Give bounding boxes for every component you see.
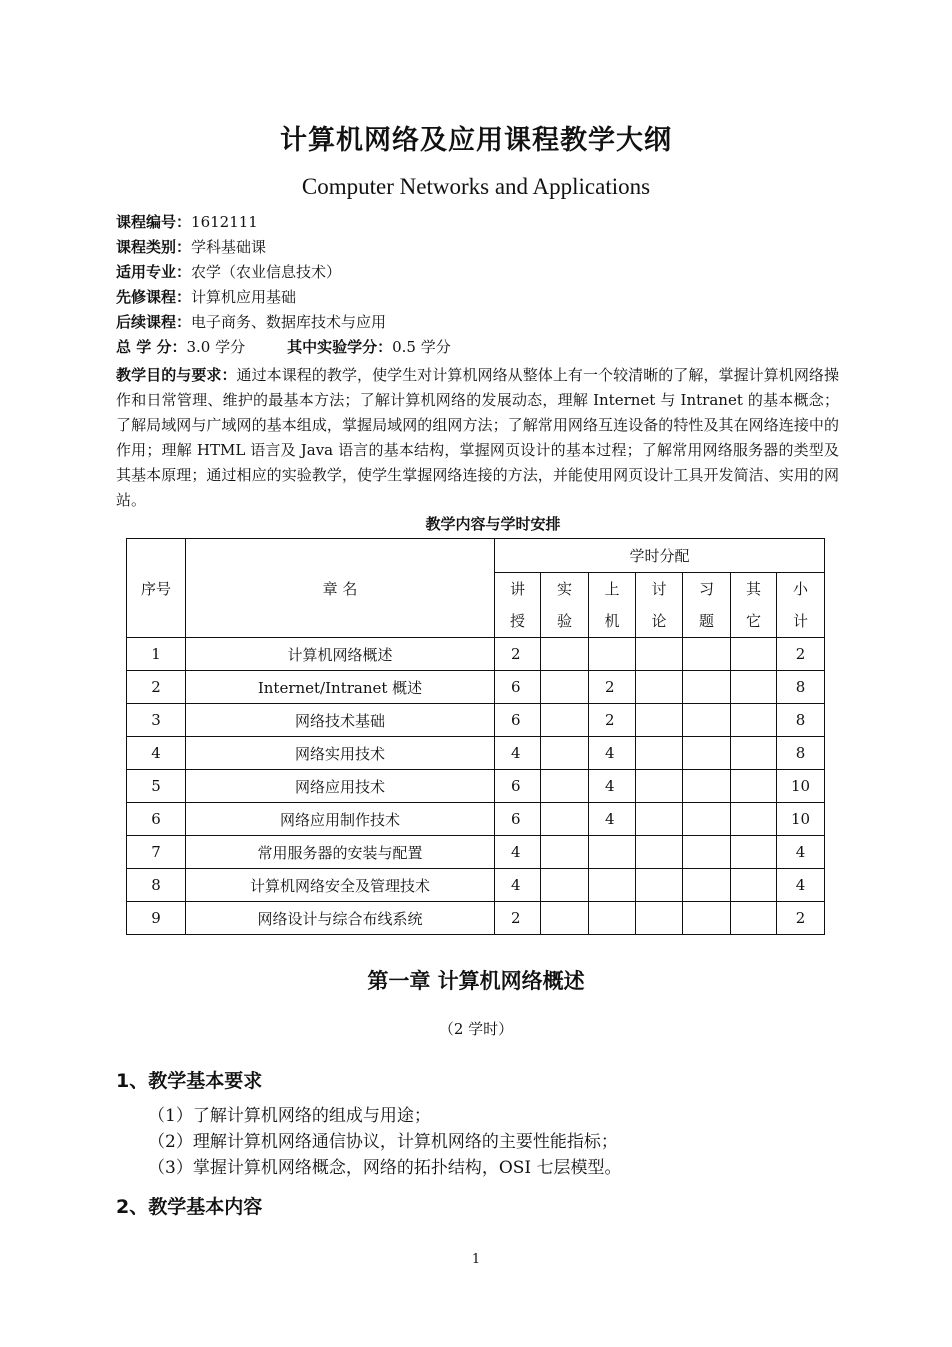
hours-cell <box>683 902 731 935</box>
chapter-name: 网络应用制作技术 <box>186 803 495 836</box>
row-number: 5 <box>127 770 186 803</box>
course-code-line: 课程编号：1612111 <box>116 213 258 231</box>
hours-total: 4 <box>777 836 825 869</box>
chapter-name: 网络设计与综合布线系统 <box>186 902 495 935</box>
col-subheader <box>731 573 777 638</box>
prereq-label: 先修课程 <box>116 288 177 306</box>
hours-total: 8 <box>777 671 825 704</box>
table-row <box>127 902 825 935</box>
chapter-name: 计算机网络安全及管理技术 <box>186 869 495 902</box>
col-subheader-char: 验 <box>556 612 572 630</box>
hours-cell: 2 <box>495 638 541 671</box>
col-subheader-char: 小 <box>793 580 809 598</box>
prereq-line: 先修课程：计算机应用基础 <box>116 288 297 306</box>
table-row <box>127 803 825 836</box>
hours-cell <box>731 671 777 704</box>
hours-cell <box>541 869 589 902</box>
hours-total: 2 <box>777 902 825 935</box>
hours-cell <box>636 869 683 902</box>
row-number: 8 <box>127 869 186 902</box>
col-subheader-char: 机 <box>604 612 620 630</box>
hours-cell <box>636 803 683 836</box>
hours-cell <box>683 638 731 671</box>
hours-cell <box>541 704 589 737</box>
hours-cell <box>541 638 589 671</box>
major-line: 适用专业：农学（农业信息技术） <box>116 263 342 281</box>
credits-line: 总 学 分：3.0 学分 其中实验学分：0.5 学分 <box>116 338 451 356</box>
requirement-item: （1）了解计算机网络的组成与用途； <box>148 1106 431 1126</box>
hours-cell <box>541 737 589 770</box>
hours-cell: 6 <box>495 803 541 836</box>
hours-cell: 4 <box>495 737 541 770</box>
hours-cell <box>589 869 636 902</box>
hours-total: 2 <box>777 638 825 671</box>
hours-cell <box>636 770 683 803</box>
hours-cell <box>683 869 731 902</box>
chapter-title: 第一章 计算机网络概述 <box>367 969 585 993</box>
course-type-line: 课程类别：学科基础课 <box>116 238 267 256</box>
hours-cell <box>731 902 777 935</box>
prereq-value: 计算机应用基础 <box>191 288 297 306</box>
page-number: 1 <box>471 1252 481 1267</box>
schedule-table <box>126 538 825 935</box>
row-number: 1 <box>127 638 186 671</box>
hours-total: 8 <box>777 704 825 737</box>
col-subheader-char: 授 <box>509 612 525 630</box>
hours-cell <box>731 737 777 770</box>
col-subheader-char: 论 <box>651 612 667 630</box>
table-row <box>127 704 825 737</box>
section-heading-content: 2、教学基本内容 <box>116 1196 263 1218</box>
chapter-name: 网络应用技术 <box>186 770 495 803</box>
col-subheader-char: 题 <box>698 612 714 630</box>
row-number: 3 <box>127 704 186 737</box>
document-title: 计算机网络及应用课程教学大纲 <box>280 125 672 156</box>
table-row <box>127 869 825 902</box>
col-subheader <box>589 573 636 638</box>
hours-cell <box>683 671 731 704</box>
row-number: 7 <box>127 836 186 869</box>
hours-cell <box>636 902 683 935</box>
hours-cell: 4 <box>589 737 636 770</box>
major-value: 农学（农业信息技术） <box>191 263 342 281</box>
credits-label: 总 学 分 <box>116 338 172 356</box>
hours-cell <box>636 737 683 770</box>
table-row <box>127 671 825 704</box>
row-number: 6 <box>127 803 186 836</box>
course-code-value: 1612111 <box>191 213 258 231</box>
hours-cell: 6 <box>495 704 541 737</box>
credits-value: 3.0 学分 <box>186 338 246 356</box>
major-label: 适用专业 <box>116 263 177 281</box>
chapter-name: 计算机网络概述 <box>186 638 495 671</box>
course-type-value: 学科基础课 <box>191 238 267 256</box>
col-subheader-char: 习 <box>698 580 714 598</box>
hours-cell: 4 <box>589 770 636 803</box>
hours-cell <box>541 770 589 803</box>
hours-cell <box>683 737 731 770</box>
hours-cell <box>731 638 777 671</box>
table-caption: 教学内容与学时安排 <box>425 515 561 533</box>
hours-cell <box>636 671 683 704</box>
hours-cell <box>541 803 589 836</box>
course-meta <box>116 210 846 360</box>
hours-cell: 2 <box>495 902 541 935</box>
col-subheader-char: 它 <box>745 612 761 630</box>
col-subheader <box>541 573 589 638</box>
hours-cell <box>683 836 731 869</box>
hours-cell <box>636 638 683 671</box>
col-header-name: 章 名 <box>186 539 495 638</box>
row-number: 2 <box>127 671 186 704</box>
col-subheader-char: 其 <box>745 580 761 598</box>
table-row <box>127 836 825 869</box>
hours-cell: 4 <box>589 803 636 836</box>
followup-label: 后续课程 <box>116 313 177 331</box>
chapter-name: 网络技术基础 <box>186 704 495 737</box>
requirement-item: （3）掌握计算机网络概念，网络的拓扑结构，OSI 七层模型。 <box>148 1158 622 1178</box>
row-number: 4 <box>127 737 186 770</box>
col-subheader <box>495 573 541 638</box>
hours-cell: 4 <box>495 836 541 869</box>
hours-cell <box>683 803 731 836</box>
hours-cell: 6 <box>495 770 541 803</box>
row-number: 9 <box>127 902 186 935</box>
hours-cell <box>731 770 777 803</box>
hours-cell <box>683 704 731 737</box>
hours-cell <box>731 869 777 902</box>
hours-cell: 6 <box>495 671 541 704</box>
followup-line: 后续课程：电子商务、数据库技术与应用 <box>116 313 387 331</box>
col-subheader-char: 实 <box>556 580 572 598</box>
table-row <box>127 638 825 671</box>
hours-cell <box>731 803 777 836</box>
chapter-hours: （2 学时） <box>438 1020 514 1038</box>
document-subtitle: Computer Networks and Applications <box>301 174 651 199</box>
hours-total: 10 <box>777 803 825 836</box>
hours-cell <box>731 704 777 737</box>
hours-total: 4 <box>777 869 825 902</box>
hours-cell <box>683 770 731 803</box>
hours-cell <box>541 836 589 869</box>
hours-cell <box>731 836 777 869</box>
table-row <box>127 737 825 770</box>
teaching-purpose: 教学目的与要求：通过本课程的教学，使学生对计算机网络从整体上有一个较清晰的了解，掌握计算机网络操作和日常管理、维护的最基本方法；了解计算机网络的发展动态，理解 Internet 与 Intranet 的基本概念；了解局域网与广域网的基本组成，掌握局域网的组网方法；了解常用网络互连设备的特性及其在网络连接中的作用；理解 HTML 语言及 Java 语言的基本结构，掌握网页设计的基本过程；了解常用网络服务器的类型及其基本原理；通过相应的实验教学，使学生掌握网络连接的方法，并能使用网页设计工具开发简洁、实用的网站。 <box>116 366 839 509</box>
hours-cell <box>589 836 636 869</box>
col-header-no: 序号 <box>127 539 186 638</box>
hours-cell: 4 <box>495 869 541 902</box>
table-row <box>127 770 825 803</box>
hours-cell <box>589 638 636 671</box>
hours-total: 10 <box>777 770 825 803</box>
chapter-name: 常用服务器的安装与配置 <box>186 836 495 869</box>
table-body <box>127 638 825 935</box>
col-subheader-char: 上 <box>604 580 620 598</box>
hours-cell <box>636 836 683 869</box>
lab-credits-value: 0.5 学分 <box>392 338 451 356</box>
hours-cell <box>589 902 636 935</box>
course-type-label: 课程类别 <box>116 238 177 256</box>
hours-cell: 2 <box>589 704 636 737</box>
followup-value: 电子商务、数据库技术与应用 <box>191 313 387 331</box>
col-subheader-char: 讨 <box>651 580 667 598</box>
col-subheader-char: 计 <box>793 612 809 630</box>
chapter-name: Internet/Intranet 概述 <box>186 671 495 704</box>
hours-cell <box>636 704 683 737</box>
col-subheader <box>636 573 683 638</box>
chapter-name: 网络实用技术 <box>186 737 495 770</box>
section-heading-requirements: 1、教学基本要求 <box>116 1070 263 1092</box>
requirement-item: （2）理解计算机网络通信协议，计算机网络的主要性能指标； <box>148 1132 618 1152</box>
lab-credits-label: 其中实验学分 <box>287 338 378 356</box>
col-subheader <box>777 573 825 638</box>
col-header-hours: 学时分配 <box>495 539 825 573</box>
col-subheader-char: 讲 <box>509 580 525 598</box>
purpose-label: 教学目的与要求 <box>116 366 222 384</box>
col-subheader <box>683 573 731 638</box>
purpose-text: 通过本课程的教学，使学生对计算机网络从整体上有一个较清晰的了解，掌握计算机网络操作和日常管理、维护的最基本方法；了解计算机网络的发展动态，理解 Internet 与 Intranet 的基本概念；了解局域网与广域网的基本组成，掌握局域网的组网方法；了解常用网络互连设备的特性及其在网络连接中的作用；理解 HTML 语言及 Java 语言的基本结构，掌握网页设计的基本过程；了解常用网络服务器的类型及其基本原理；通过相应的实验教学，使学生掌握网络连接的方法，并能使用网页设计工具开发简洁、实用的网站。 <box>116 366 839 509</box>
hours-cell: 2 <box>589 671 636 704</box>
hours-total: 8 <box>777 737 825 770</box>
hours-cell <box>541 671 589 704</box>
course-code-label: 课程编号 <box>116 213 177 231</box>
requirements-list <box>148 1103 622 1181</box>
hours-cell <box>541 902 589 935</box>
